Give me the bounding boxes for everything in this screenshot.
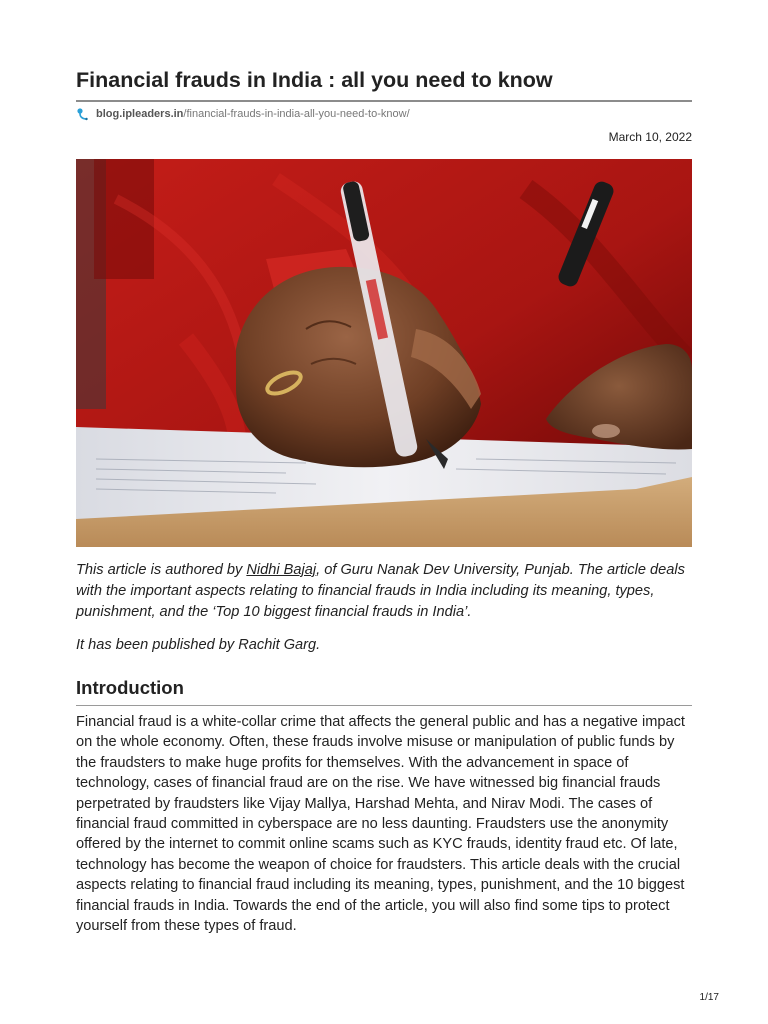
site-favicon-icon [76,107,90,121]
section-heading: Introduction [76,677,184,698]
intro-prefix: This article is authored by [76,562,247,578]
hand-writing-with-pen-photo [76,159,692,547]
article-title: Financial frauds in India : all you need to know [76,68,553,92]
source-domain[interactable]: blog.ipleaders.in [96,108,184,120]
section-divider [76,705,692,706]
source-path[interactable]: /financial-frauds-in-india-all-you-need-to-know/ [183,108,410,120]
section-body: Financial fraud is a white-collar crime that affects the general public and has a negative impact on the whole economy. Often, these frauds involve misuse or manipulation of public funds by the fraudsters to make huge profits for themselves. With the advancement in space of technology, cases of financial fraud are on the rise. We have witnessed big financial frauds perpetrated by fraudsters like Vijay Mallya, Harshad Mehta, and Nirav Modi. The cases of financial fraud committed in cyberspace are no less daunting. Fraudsters use the anonymity offered by the internet to commit online scams such as KYC frauds, identity fraud etc. Of late, technology has become the weapon of choice for fraudsters. This article deals with the crucial aspects relating to financial fraud including its meaning, types, punishment, and the 10 biggest financial frauds in India. Towards the end of the article, you will also find some tips to protect yourself from these types of fraud. [76,714,685,935]
hero-image [76,159,692,547]
intro-suffix: , of Guru Nanak Dev University, Punjab. The article deals with the important aspects relating to financial frauds in India including its meaning, types, punishment, and the ‘Top 10 biggest financial frauds in India’. [76,562,685,620]
page-number: 1/17 [699,992,719,1003]
publish-date: March 10, 2022 [608,130,692,144]
author-link[interactable]: Nidhi Bajaj [246,562,317,578]
published-by: It has been published by Rachit Garg. [76,637,321,653]
source-url[interactable] [76,106,410,122]
article-intro [76,560,692,623]
title-divider [76,100,692,102]
